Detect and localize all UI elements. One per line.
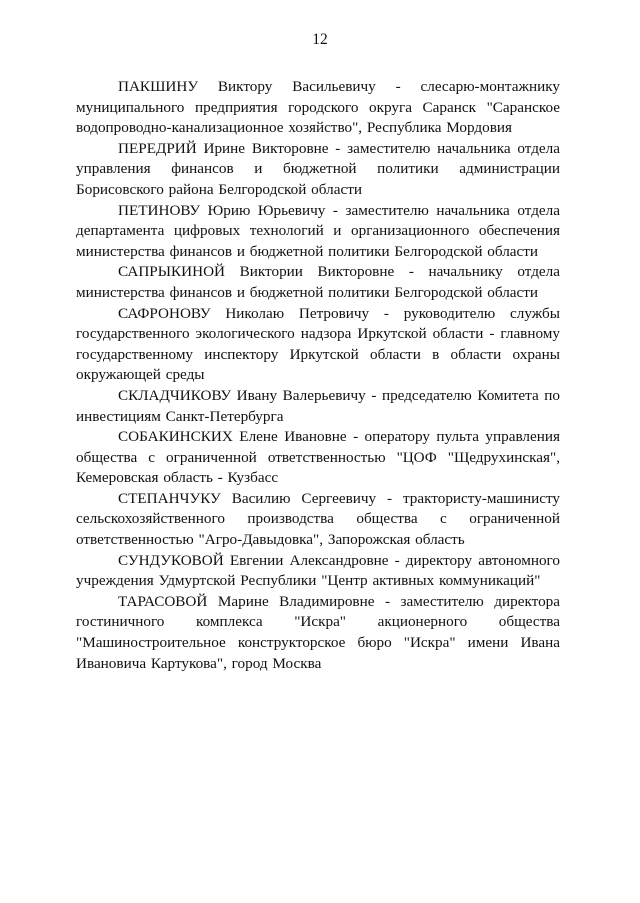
award-entry: СУНДУКОВОЙ Евгении Александровне - директору автономного учреждения Удмуртской Республики "Центр активных коммуникаций" [76, 551, 560, 590]
award-entry: ПАКШИНУ Виктору Васильевичу - слесарю-монтажнику муниципального предприятия городского округа Саранск "Саранское водопроводно-канализационное хозяйство", Республика Мордовия [76, 78, 560, 137]
award-entry: САФРОНОВУ Николаю Петровичу - руководителю службы государственного экологического надзора Иркутской области - главному государственному инспектору Иркутской области в области охраны окружающей среды [76, 304, 560, 384]
award-entry: СТЕПАНЧУКУ Василию Сергеевичу - трактористу-машинисту сельскохозяйственного производства общества с ограниченной ответственностью "Агро-Давыдовка", Запорожская область [76, 489, 560, 549]
award-entry: ТАРАСОВОЙ Марине Владимировне - заместителю директора гостиничного комплекса "Искра" акционерного общества "Машиностроительное конструкторское бюро "Искра" имени Ивана Ивановича Картукова", город Москва [76, 592, 560, 672]
award-entry: СКЛАДЧИКОВУ Ивану Валерьевичу - председателю Комитета по инвестициям Санкт-Петербурга [76, 386, 560, 425]
award-entry: ПЕРЕДРИЙ Ирине Викторовне - заместителю начальника отдела управления финансов и бюджетной политики администрации Борисовского района Белгородской области [76, 139, 560, 198]
award-list [76, 77, 560, 674]
award-entry: СОБАКИНСКИХ Елене Ивановне - оператору пульта управления общества с ограниченной ответственностью "ЦОФ "Щедрухинская", Кемеровская область - Кузбасс [76, 428, 560, 487]
award-entry: ПЕТИНОВУ Юрию Юрьевичу - заместителю начальника отдела департамента цифровых технологий и организационного обеспечения министерства финансов и бюджетной политики Белгородской области [76, 201, 560, 260]
award-entry: САПРЫКИНОЙ Виктории Викторовне - начальнику отдела министерства финансов и бюджетной политики Белгородской области [76, 263, 560, 301]
page-number: 12 [312, 31, 328, 48]
